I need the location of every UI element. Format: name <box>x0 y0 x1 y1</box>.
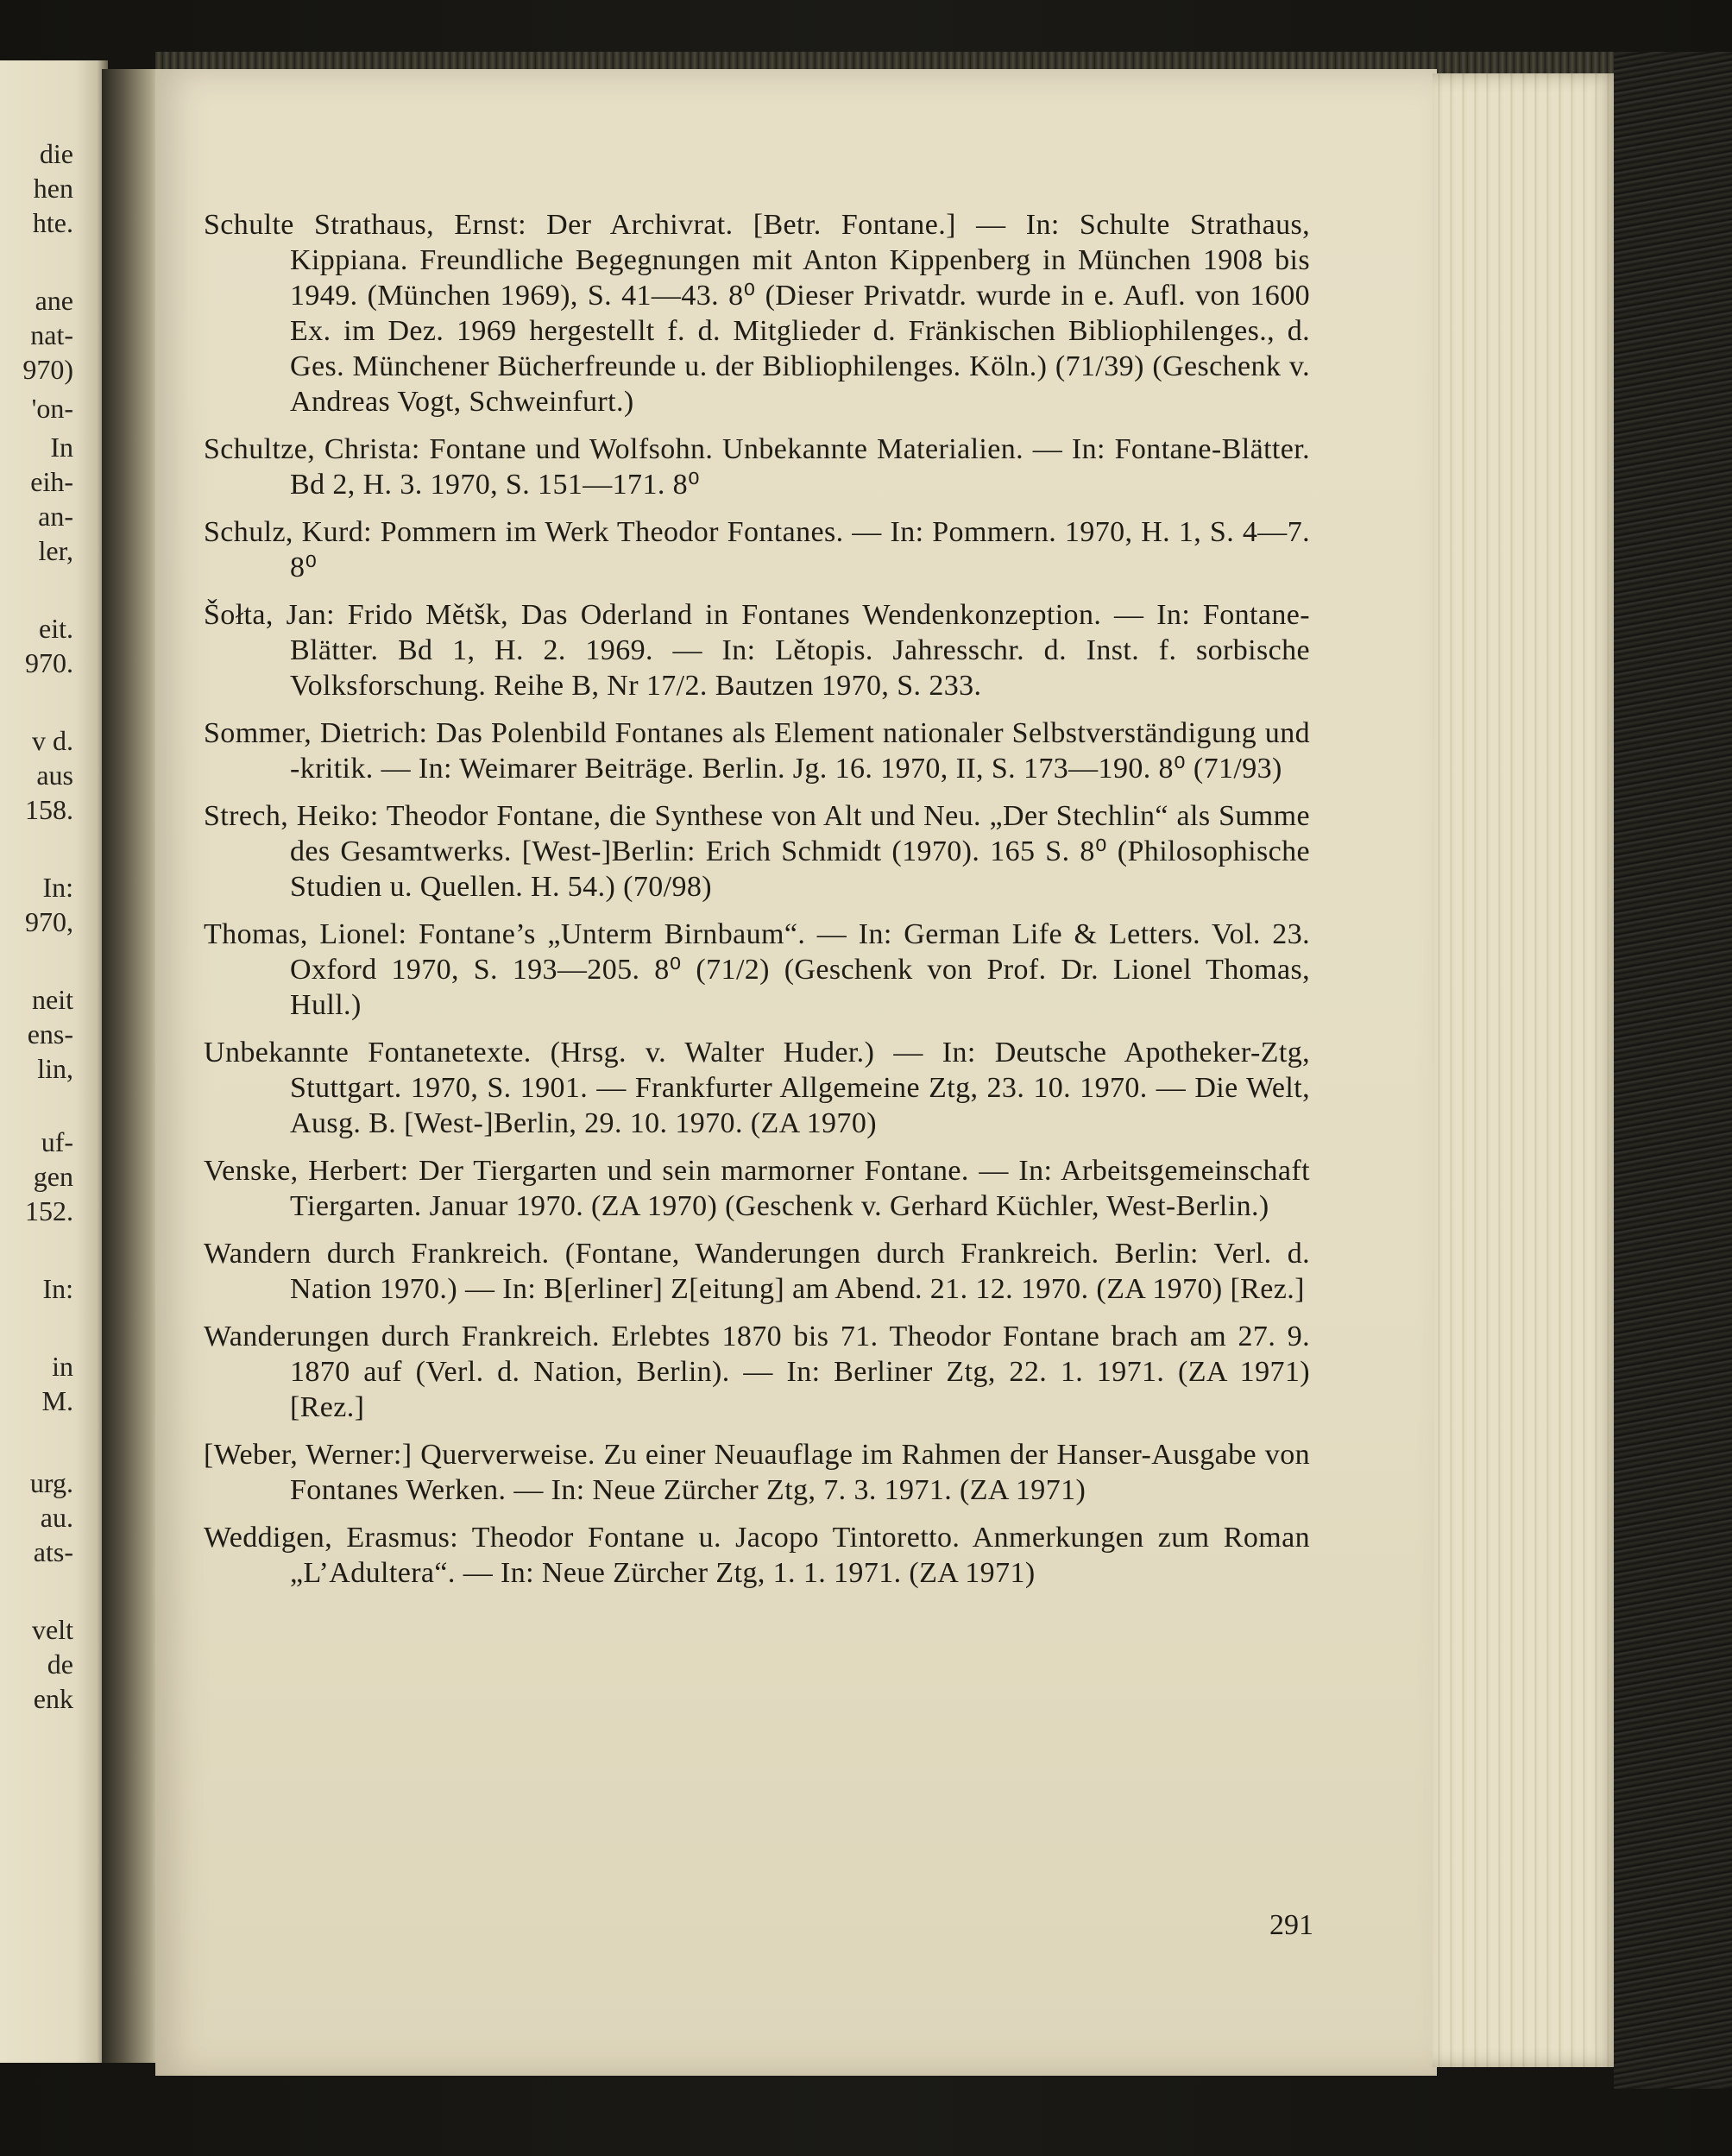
left-page-text-fragment: aus <box>36 760 73 791</box>
left-page-text-fragment: eih- <box>30 466 73 497</box>
left-page-text-fragment: ane <box>35 285 73 316</box>
left-page-text-fragment: die <box>39 138 73 169</box>
book-gutter <box>102 69 162 2063</box>
left-page-text-fragment: nat- <box>30 319 73 350</box>
bibliography-entry: Schulte Strathaus, Ernst: Der Archivrat. [Betr. Fontane.] — In: Schulte Strathaus, Kippiana. Freundliche Begegnungen mit Anton Kippenberg in München 1908 bis 1949. (München 1969), S. 41—43. 8⁰ (Dieser Privatdr. wurde in e. Aufl. von 1600 Ex. im Dez. 1969 hergestellt f. d. Mitglieder d. Fränkischen Bibliophilenges., d. Ges. Münchener Bücherfreunde u. der Bibliophilenges. Köln.) (71/39) (Geschenk v. Andreas Vogt, Schweinfurt.) <box>204 209 1310 418</box>
book-cover-edge <box>1614 52 1732 2089</box>
left-page-text-fragment: 158. <box>25 794 73 825</box>
bibliography-entry: Unbekannte Fontanetexte. (Hrsg. v. Walter Huder.) — In: Deutsche Apotheker-Ztg, Stuttgart. 1970, S. 1901. — Frankfurter Allgemeine Ztg, 23. 10. 1970. — Die Welt, Ausg. B. [West-]Berlin, 29. 10. 1970. (ZA 1970) <box>204 1037 1310 1139</box>
page-number: 291 <box>1269 1909 1313 1941</box>
bibliography-entry: Strech, Heiko: Theodor Fontane, die Synthese von Alt und Neu. „Der Stechlin“ als Summe des Gesamtwerks. [West-]Berlin: Erich Schmidt (1970). 165 S. 8⁰ (Philosophische Studien u. Quellen. H. 54.) (70/98) <box>204 800 1310 903</box>
left-page-text-fragment: 970, <box>25 906 73 937</box>
left-page-text-fragment: an- <box>38 501 73 532</box>
bibliography-entry: [Weber, Werner:] Querverweise. Zu einer Neuauflage im Rahmen der Hanser-Ausgabe von Fontanes Werken. — In: Neue Zürcher Ztg, 7. 3. 1971. (ZA 1971) <box>204 1439 1310 1506</box>
bibliography-entry: Sommer, Dietrich: Das Polenbild Fontanes als Element nationaler Selbstverständigung und -kritik. — In: Weimarer Beiträge. Berlin. Jg. 16. 1970, II, S. 173—190. 8⁰ (71/93) <box>204 717 1310 785</box>
left-page-text-fragment: ats- <box>33 1536 73 1567</box>
bibliography-entry: Šołta, Jan: Frido Mětšk, Das Oderland in Fontanes Wendenkonzeption. — In: Fontane-Blätter. Bd 1, H. 2. 1969. — In: Lětopis. Jahresschr. d. Inst. f. sorbische Volksforschung. Reihe B, Nr 17/2. Bautzen 1970, S. 233. <box>204 599 1310 702</box>
left-page-text-fragment: lin, <box>37 1053 73 1084</box>
left-page-text-fragment: 'on- <box>31 393 73 424</box>
bibliography-entry: Wanderungen durch Frankreich. Erlebtes 1870 bis 71. Theodor Fontane brach am 27. 9. 1870 auf (Verl. d. Nation, Berlin). — In: Berliner Ztg, 22. 1. 1971. (ZA 1971) [Rez.] <box>204 1321 1310 1423</box>
left-page-text-fragment: In: <box>42 872 73 903</box>
left-page-text-fragment: eit. <box>39 613 73 644</box>
bibliography-entry: Wandern durch Frankreich. (Fontane, Wanderungen durch Frankreich. Berlin: Verl. d. Nation 1970.) — In: B[erliner] Z[eitung] am Abend. 21. 12. 1970. (ZA 1970) [Rez.] <box>204 1238 1310 1305</box>
bibliography-list <box>204 207 1310 1603</box>
left-page-text-fragment: de <box>47 1649 73 1680</box>
left-page-text-fragment: neit <box>32 984 73 1015</box>
left-page-text-fragment: hte. <box>32 207 73 238</box>
bibliography-entry: Thomas, Lionel: Fontane’s „Unterm Birnbaum“. — In: German Life & Letters. Vol. 23. Oxford 1970, S. 193—205. 8⁰ (71/2) (Geschenk von Prof. Dr. Lionel Thomas, Hull.) <box>204 918 1310 1021</box>
left-page-text-fragment: 970. <box>25 647 73 678</box>
left-page-text-fragment: hen <box>33 173 73 204</box>
left-page-text-fragment: urg. <box>29 1467 73 1498</box>
left-page-text-fragment: enk <box>33 1683 73 1714</box>
left-page-text-fragment: 970) <box>22 354 73 385</box>
left-page-text-fragment: uf- <box>41 1126 73 1157</box>
left-page-fragment <box>0 60 108 2063</box>
left-page-text-fragment: velt <box>32 1614 73 1645</box>
page-edges <box>1433 73 1618 2067</box>
bibliography-entry: Venske, Herbert: Der Tiergarten und sein marmorner Fontane. — In: Arbeitsgemeinschaft Tiergarten. Januar 1970. (ZA 1970) (Geschenk v. Gerhard Küchler, West-Berlin.) <box>204 1155 1310 1222</box>
left-page-text-fragment: gen <box>33 1161 73 1192</box>
left-page-text-fragment: M. <box>41 1385 73 1416</box>
left-page-text-fragment: in <box>52 1351 73 1382</box>
left-page-text-fragment: v d. <box>32 725 73 756</box>
left-page-text-fragment: 152. <box>25 1195 73 1226</box>
left-page-text-fragment: ens- <box>27 1018 73 1050</box>
left-page-text-fragment: ler, <box>38 535 73 566</box>
left-page-text-fragment: au. <box>40 1502 73 1533</box>
bibliography-entry: Schultze, Christa: Fontane und Wolfsohn. Unbekannte Materialien. — In: Fontane-Blätter. Bd 2, H. 3. 1970, S. 151—171. 8⁰ <box>204 433 1310 501</box>
left-page-text-fragment: In <box>50 432 73 463</box>
bibliography-entry: Weddigen, Erasmus: Theodor Fontane u. Jacopo Tintoretto. Anmerkungen zum Roman „L’Adultera“. — In: Neue Zürcher Ztg, 1. 1. 1971. (ZA 1971) <box>204 1522 1310 1589</box>
left-page-text-fragment: In: <box>42 1273 73 1304</box>
bibliography-entry: Schulz, Kurd: Pommern im Werk Theodor Fontanes. — In: Pommern. 1970, H. 1, S. 4—7. 8⁰ <box>204 516 1310 583</box>
